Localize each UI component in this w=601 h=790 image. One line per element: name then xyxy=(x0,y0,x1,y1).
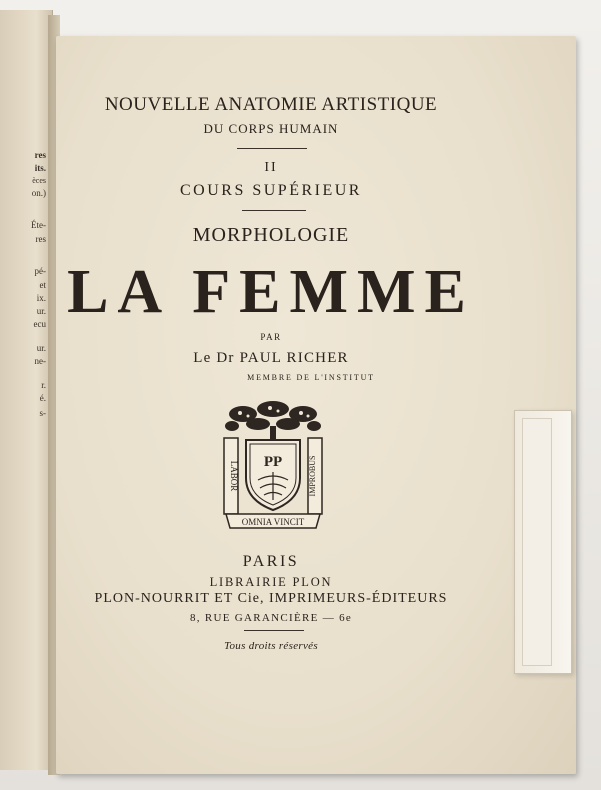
publisher-emblem-icon xyxy=(218,400,328,532)
left-page xyxy=(0,10,53,770)
divider-rule xyxy=(242,210,306,211)
left-page-fragment: ur. xyxy=(36,306,46,316)
emblem-monogram: PP xyxy=(263,454,283,470)
rights-notice: Tous droits réservés xyxy=(224,640,318,652)
divider-rule xyxy=(237,148,307,149)
bookmark-insert-inner xyxy=(522,418,552,666)
divider-rule xyxy=(244,630,304,631)
left-page-fragment: é. xyxy=(39,393,46,403)
author-title: MEMBRE DE L'INSTITUT xyxy=(247,373,375,382)
publisher-address: 8, RUE GARANCIÈRE — 6e xyxy=(189,612,353,624)
left-page-fragment: ecu xyxy=(33,319,46,329)
series-subtitle: DU CORPS HUMAIN xyxy=(203,121,339,136)
printer-line: PLON-NOURRIT ET Cie, IMPRIMEURS-ÉDITEURS xyxy=(94,591,448,606)
left-page-fragment: its. xyxy=(34,163,46,173)
morphology-heading: MORPHOLOGIE xyxy=(192,224,350,246)
left-page-fragment: ur. xyxy=(36,343,46,353)
main-title: LA FEMME xyxy=(67,258,475,326)
left-page-fragment: ix. xyxy=(36,293,46,303)
left-page-fragment: r. xyxy=(41,380,46,390)
left-page-fragment: et xyxy=(39,280,46,290)
left-page-fragment: Éte- xyxy=(31,220,46,230)
left-page-fragment: s- xyxy=(39,408,46,418)
left-page-fragment: res xyxy=(35,234,46,244)
emblem-motto: OMNIA VINCIT xyxy=(241,517,305,527)
series-title: NOUVELLE ANATOMIE ARTISTIQUE xyxy=(104,94,438,115)
by-label: PAR xyxy=(260,332,282,342)
left-page-fragment: res xyxy=(34,150,46,160)
left-page-fragment: on.) xyxy=(31,188,46,198)
publisher-name: LIBRAIRIE PLON xyxy=(209,575,333,589)
banner-right-text: IMPROBUS xyxy=(308,455,317,497)
volume-number: II xyxy=(264,160,278,175)
banner-left-text: LABOR xyxy=(229,460,239,492)
left-page-fragment: pé- xyxy=(34,266,46,276)
publication-city: PARIS xyxy=(242,553,300,570)
course-title: COURS SUPÉRIEUR xyxy=(180,182,362,199)
left-page-fragment: ne- xyxy=(34,356,46,366)
author-name: Le Dr PAUL RICHER xyxy=(193,350,349,366)
left-page-fragment: èces xyxy=(32,176,46,185)
